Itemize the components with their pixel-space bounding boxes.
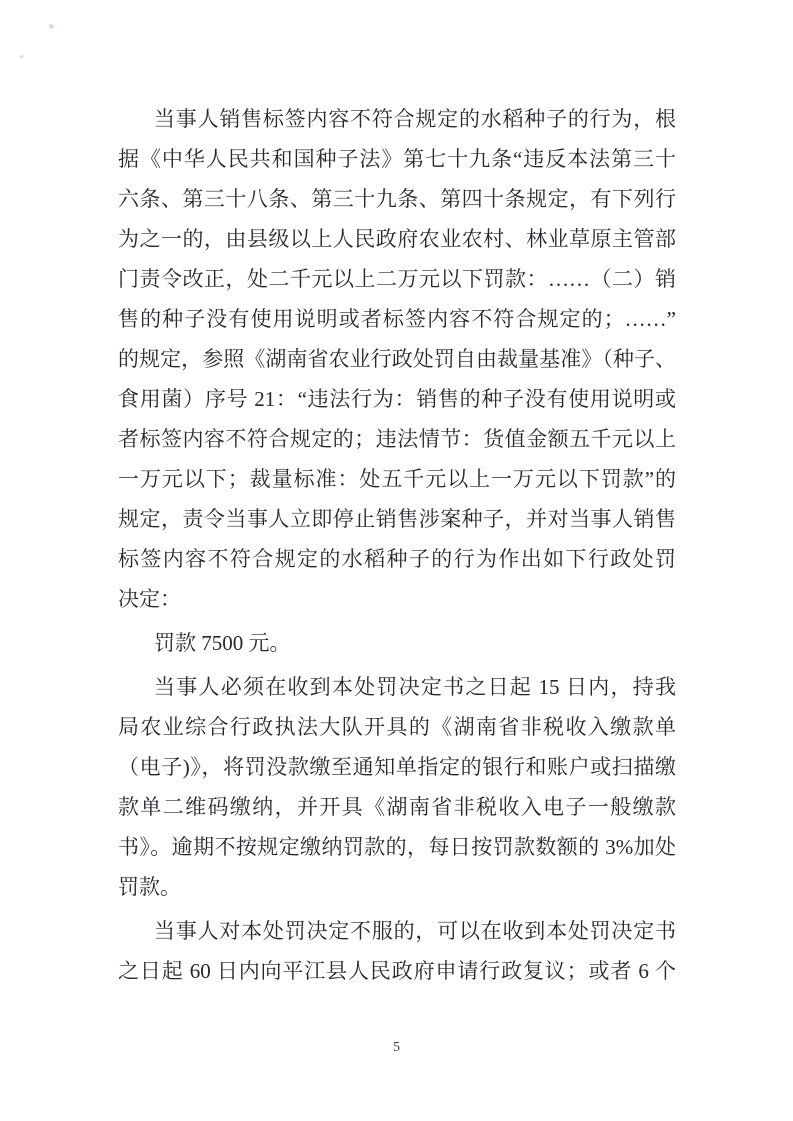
text-line: 六条、第三十八条、第三十九条、第四十条规定，有下列行 <box>118 187 676 211</box>
text-line: 一万元以下；裁量标准：处五千元以上一万元以下罚款”的 <box>118 467 676 491</box>
text-line: 局农业综合行政执法大队开具的《湖南省非税收入缴款单 <box>118 715 676 739</box>
text-line: 门责令改正，处二千元以上二万元以下罚款：……（二）销 <box>118 267 676 291</box>
text-line: （电子)》，将罚没款缴至通知单指定的银行和账户或扫描缴 <box>118 755 676 779</box>
text-line: 当事人必须在收到本处罚决定书之日起 15 日内，持我 <box>154 675 676 699</box>
scan-artifact <box>19 55 24 58</box>
page-number: 5 <box>393 1040 400 1055</box>
text-line: 食用菌）序号 21：“违法行为：销售的种子没有使用说明或 <box>118 387 676 411</box>
document-body <box>118 99 676 991</box>
text-line: 标签内容不符合规定的水稻种子的行为作出如下行政处罚 <box>118 547 676 571</box>
penalty-amount-line: 罚款 7500 元。 <box>154 631 291 655</box>
text-line: 之日起 60 日内向平江县人民政府申请行政复议；或者 6 个 <box>118 959 676 983</box>
text-line: 规定，责令当事人立即停止销售涉案种子，并对当事人销售 <box>118 507 676 531</box>
text-line: 者标签内容不符合规定的；违法情节：货值金额五千元以上 <box>118 427 676 451</box>
text-line: 书》。逾期不按规定缴纳罚款的，每日按罚款数额的 3%加处 <box>118 835 676 859</box>
text-line: 售的种子没有使用说明或者标签内容不符合规定的；……” <box>118 307 676 331</box>
text-line: 罚款。 <box>118 875 181 899</box>
text-line: 决定： <box>118 587 181 611</box>
text-line: 的规定，参照《湖南省农业行政处罚自由裁量基准》（种子、 <box>118 347 676 371</box>
text-line: 据《中华人民共和国种子法》第七十九条“违反本法第三十 <box>118 147 676 171</box>
text-line: 款单二维码缴纳，并开具《湖南省非税收入电子一般缴款 <box>118 795 676 819</box>
text-line: 当事人对本处罚决定不服的，可以在收到本处罚决定书 <box>154 919 676 943</box>
text-line: 为之一的，由县级以上人民政府农业农村、林业草原主管部 <box>118 227 676 251</box>
scan-artifact <box>49 24 54 29</box>
text-line: 当事人销售标签内容不符合规定的水稻种子的行为，根 <box>154 107 676 131</box>
